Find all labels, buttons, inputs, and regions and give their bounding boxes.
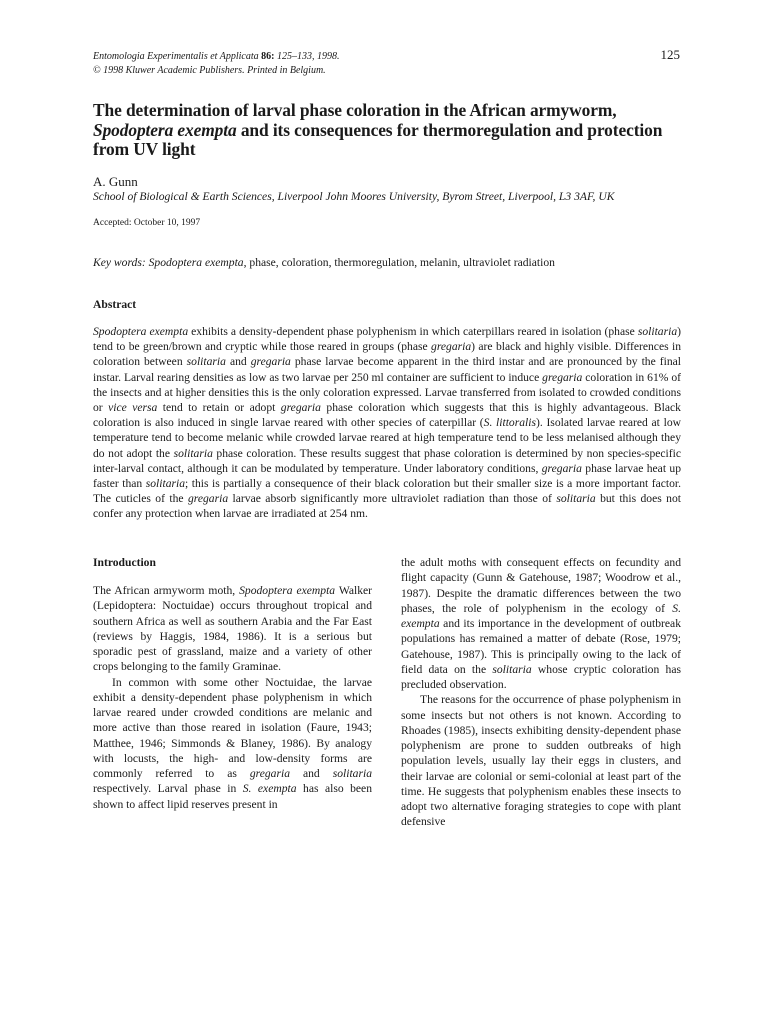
author-name: A. Gunn <box>93 174 138 189</box>
text-run: phase coloration. These results suggest that phase coloration is determined by non species-specific inter-larval contact, although it can be modulated by temperature. Under laboratory conditions, <box>93 446 681 475</box>
journal-pages-year: 125–133, 1998. <box>274 51 340 62</box>
paragraph <box>93 675 372 812</box>
keywords-list: , phase, coloration, thermoregulation, melanin, ultraviolet radiation <box>243 256 555 269</box>
page-number: 125 <box>660 47 680 62</box>
italic-text: solitaria <box>492 662 532 676</box>
italic-text: solitaria <box>332 767 372 780</box>
italic-text: Spodoptera exempta <box>239 584 336 597</box>
text-run: ) tend to be green/brown and cryptic while those reared in groups (phase <box>93 325 681 354</box>
introduction-heading: Introduction <box>93 556 156 569</box>
article-title <box>93 101 683 160</box>
paragraph <box>401 692 681 829</box>
italic-text: Spodoptera exempta <box>93 325 189 338</box>
text-run: has also been shown to affect lipid reserves present in <box>93 782 372 811</box>
text-run: but this does not confer any protection when larvae are irradiated at 254 nm. <box>93 492 681 521</box>
journal-citation <box>93 50 339 78</box>
paragraph <box>93 583 372 675</box>
keywords-label: Key words: <box>93 256 146 269</box>
keywords <box>93 256 555 269</box>
accepted-date: Accepted: October 10, 1997 <box>93 218 201 228</box>
journal-name: Entomologia Experimentalis et Applicata <box>93 51 259 62</box>
text-run: ). Isolated larvae reared at low temperature tend to become melanic while crowded larvae reared at high temperature tend to be less melanised although they do not adopt the <box>93 416 681 460</box>
italic-text: vice versa <box>108 401 158 415</box>
text-run: phase larvae become apparent in the third instar and are pronounced by the final instar. Larval rearing densities as low as two larvae per 250 ml container are sufficient to induce <box>93 355 681 384</box>
italic-text: solitaria <box>145 477 186 491</box>
text-run: The African armyworm moth, <box>93 584 240 597</box>
introduction-left-column <box>93 583 372 812</box>
text-run: whose cryptic coloration has precluded observation. <box>401 662 681 691</box>
italic-text: S. exempta <box>242 782 297 796</box>
abstract-heading: Abstract <box>93 298 137 311</box>
text-run: phase coloration which suggests that this is highly advantageous. Black coloration is also induced in single larvae reared with other species of caterpillar ( <box>93 401 681 430</box>
journal-volume: 86: <box>261 51 275 62</box>
italic-text: solitaria <box>637 325 678 338</box>
journal-line <box>93 50 339 64</box>
text-run: and its importance in the development of outbreak populations has remained a matter of debate (Rose, 1979; Gatehouse, 1987). This is principally owing to the lack of field data on the <box>401 617 681 676</box>
italic-text: solitaria <box>556 492 596 506</box>
abstract-body <box>93 324 681 522</box>
text-run: and <box>290 767 333 780</box>
title-part2: and its consequences for thermoregulation and protection from UV light <box>93 119 663 159</box>
text-run: tend to retain or adopt <box>157 401 281 415</box>
author-affiliation: School of Biological & Earth Sciences, Liverpool John Moores University, Byrom Street, Liverpool, L3 3AF, UK <box>93 190 615 203</box>
paragraph <box>401 555 681 692</box>
title-species: Spodoptera exempta <box>93 119 237 140</box>
italic-text: gregaria <box>541 461 582 475</box>
introduction-right-column <box>401 555 681 830</box>
text-run: exhibits a density-dependent phase polyphenism in which caterpillars reared in isolation (phase <box>188 325 638 338</box>
copyright-line: © 1998 Kluwer Academic Publishers. Printed in Belgium. <box>93 65 326 76</box>
text-run: phase larvae heat up faster than <box>93 461 682 491</box>
italic-text: gregaria <box>249 767 290 780</box>
italic-text: S. exempta <box>401 601 681 630</box>
text-run: and <box>225 355 251 369</box>
italic-text: gregaria <box>542 370 583 384</box>
italic-text: gregaria <box>280 401 321 415</box>
italic-text: gregaria <box>187 492 229 506</box>
text-run: larvae absorb significantly more ultraviolet radiation than those of <box>228 492 557 506</box>
title-part1: The determination of larval phase coloration in the African armyworm, <box>93 100 617 120</box>
italic-text: solitaria <box>186 355 226 369</box>
text-run: Walker (Lepidoptera: Noctuidae) occurs throughout tropical and southern Africa as well as southern Arabia and the Far East (reviews by Haggis, 1984, 1986). It is a serious but sporadic pest of grassland, maize and a variety of other crops belonging to the family Graminae. <box>93 584 373 674</box>
text-run: ) are black and highly visible. Differences in coloration between <box>93 340 682 369</box>
italic-text: solitaria <box>173 446 213 460</box>
italic-text: gregaria <box>250 355 291 369</box>
italic-text: gregaria <box>431 340 472 354</box>
text-run: The reasons for the occurrence of phase polyphenism in some insects but not others is not known. According to Rhoades (1985), insects exhibiting density-dependent phase polyphenism are prone to sudden outbreaks of high population levels, usually lay their eggs in clusters, and their larvae are colonial or semi-colonial at least part of the time. He suggests that polyphenism enables these insects to adopt two alternative foraging strategies to cope with plant defensive <box>401 693 681 829</box>
keywords-species: Spodoptera exempta <box>145 256 244 269</box>
text-run: In common with some other Noctuidae, the larvae exhibit a density-dependent phase polyphenism in which larvae reared under crowded conditions are melanic and more active than those reared in isolation (Faure, 1943; Matthee, 1946; Simmonds & Blaney, 1986). By analogy with locusts, the high- and low-density forms are commonly referred to as <box>93 675 372 780</box>
italic-text: S. littoralis <box>483 416 536 430</box>
text-run: coloration in 61% of the insects and at higher densities this is the only coloration expressed. Larvae transferred from isolated to crowded conditions or <box>93 370 681 415</box>
text-run: ; this is partially a consequence of their black coloration but their smaller size is a more important factor. The cuticles of the <box>93 477 682 506</box>
text-run: respectively. Larval phase in <box>93 782 243 796</box>
text-run: the adult moths with consequent effects on fecundity and flight capacity (Gunn & Gatehouse, 1987; Woodrow et al., 1987). Despite the dramatic differences between the two phases, the role of polyphenism in the ecology of <box>401 556 681 615</box>
